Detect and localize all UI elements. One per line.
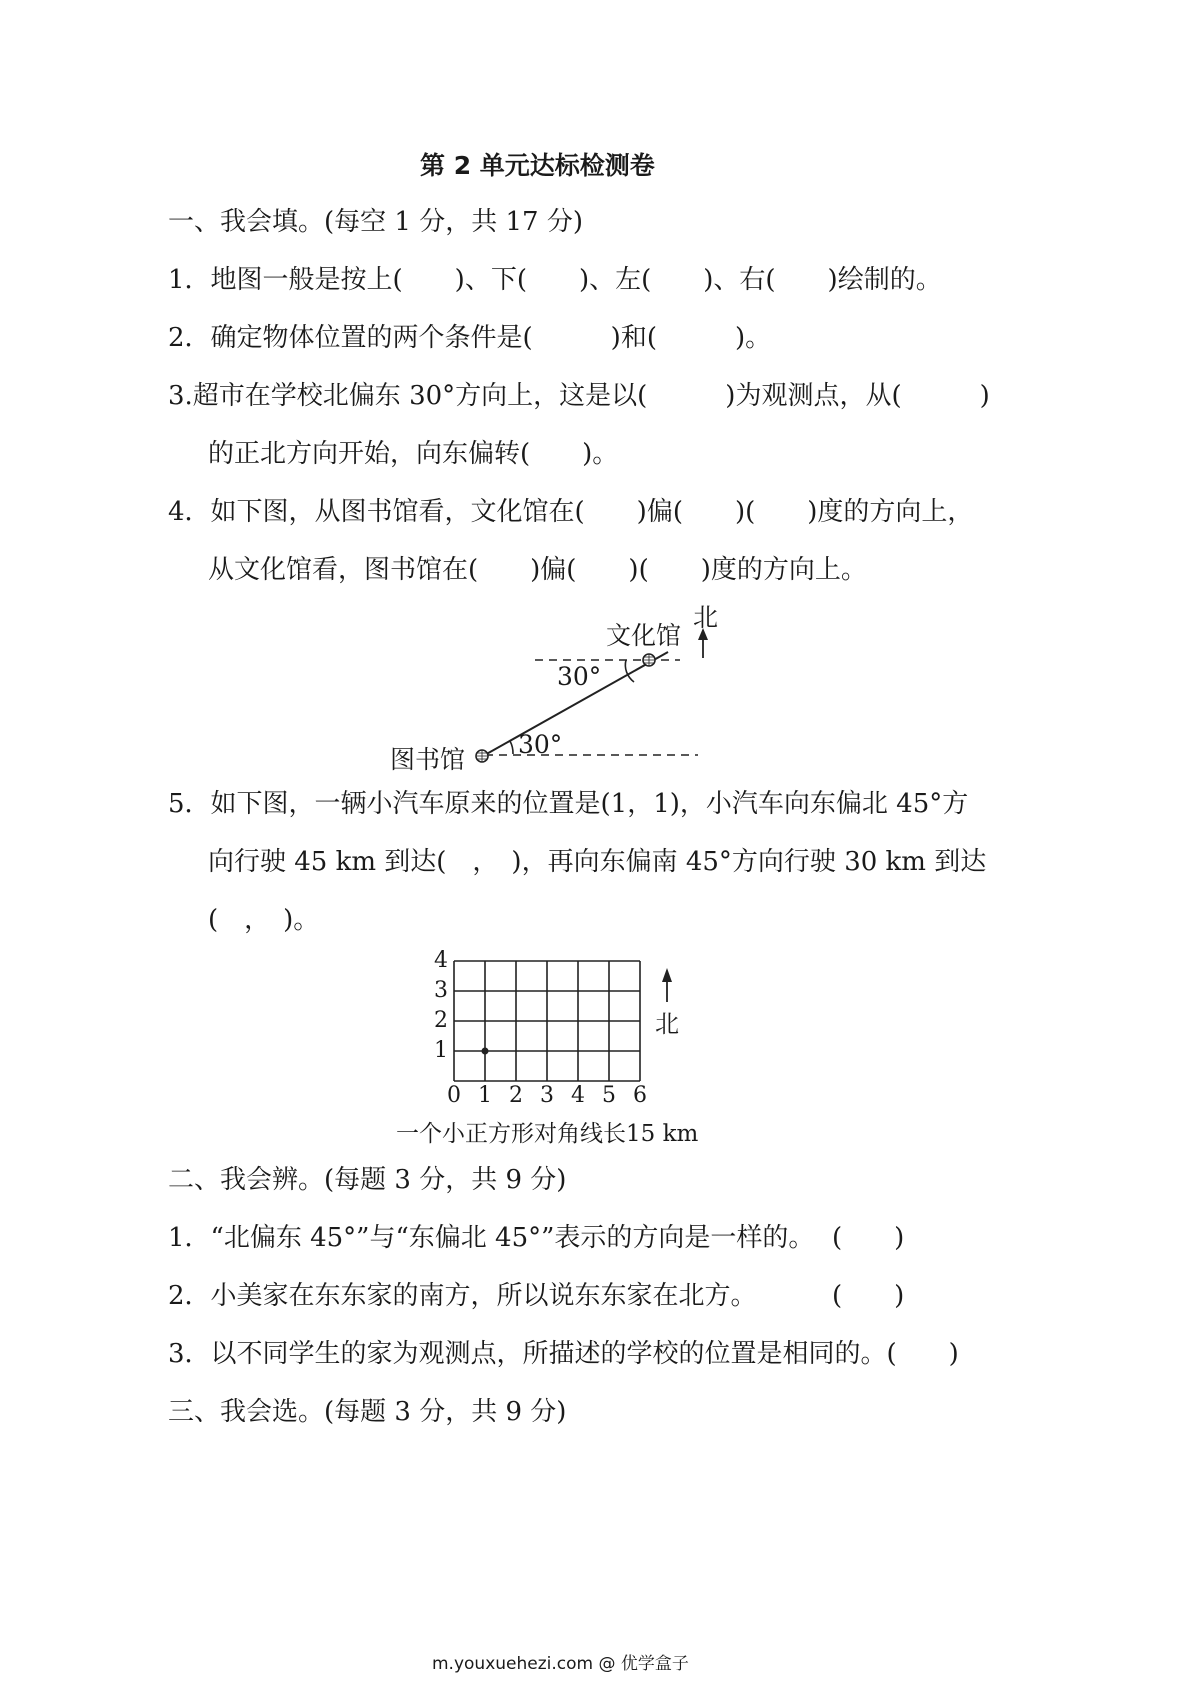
section-2-heading: 二、我会辨。(每题 3 分，共 9 分) [168,1165,567,1195]
answer-paren-2-2: ( ) [832,1281,905,1311]
question-2-1: 1．“北偏东 45°”与“东偏北 45°”表示的方向是一样的。 [168,1223,815,1253]
north-label: 北 [693,603,719,632]
footer-watermark: m.youxuehezi.com @ 优学盒子 [432,1654,689,1674]
north-label: 北 [655,1010,679,1038]
question-1-5-line2: 向行驶 45 km 到达( ， )，再向东偏南 45°方向行驶 30 km 到达 [208,847,987,877]
x-tick-5: 5 [602,1083,616,1108]
y-tick-2: 2 [434,1008,448,1033]
question-1-5-line1: 5．如下图，一辆小汽车原来的位置是(1，1)，小汽车向东偏北 45°方 [168,789,969,819]
page-title: 第 2 单元达标检测卷 [420,151,655,180]
x-tick-0: 0 [447,1083,461,1108]
x-tick-4: 4 [571,1083,585,1108]
library-label: 图书馆 [390,745,466,774]
y-tick-4: 4 [434,948,448,973]
question-1-2: 2．确定物体位置的两个条件是( )和( )。 [168,323,772,353]
question-1-3-line2: 的正北方向开始，向东偏转( )。 [208,439,619,469]
section-3-heading: 三、我会选。(每题 3 分，共 9 分) [168,1397,567,1427]
question-1-1: 1．地图一般是按上( )、下( )、左( )、右( )绘制的。 [168,265,942,295]
direction-diagram [380,600,720,780]
question-1-3-line1: 3.超市在学校北偏东 30°方向上，这是以( )为观测点，从( ) [168,381,990,411]
north-arrow-icon [662,968,672,982]
grid-caption: 一个小正方形对角线长15 km [396,1121,699,1147]
question-1-5-line3: ( ， )。 [208,905,320,935]
x-tick-2: 2 [509,1083,523,1108]
angle-arc-bottom [510,741,513,754]
angle-top-label: 30° [557,662,602,691]
question-2-2: 2．小美家在东东家的南方，所以说东东家在北方。 [168,1281,757,1311]
grid-figure [396,948,740,1150]
y-tick-1: 1 [434,1038,448,1063]
question-1-4-line2: 从文化馆看，图书馆在( )偏( )( )度的方向上。 [208,555,867,585]
grid-lines [454,961,640,1081]
question-1-4-line1: 4．如下图，从图书馆看，文化馆在( )偏( )( )度的方向上， [168,497,974,527]
y-tick-3: 3 [434,978,448,1003]
answer-paren-2-1: ( ) [832,1223,905,1253]
x-tick-3: 3 [540,1083,554,1108]
angle-bottom-label: 30° [518,730,563,759]
question-2-3: 3．以不同学生的家为观测点，所描述的学校的位置是相同的。( ) [168,1339,959,1369]
x-tick-1: 1 [478,1083,492,1108]
section-1-heading: 一、我会填。(每空 1 分，共 17 分) [168,207,583,237]
car-start-point [482,1048,489,1055]
x-tick-6: 6 [633,1083,647,1108]
culture-hall-label: 文化馆 [606,621,682,650]
